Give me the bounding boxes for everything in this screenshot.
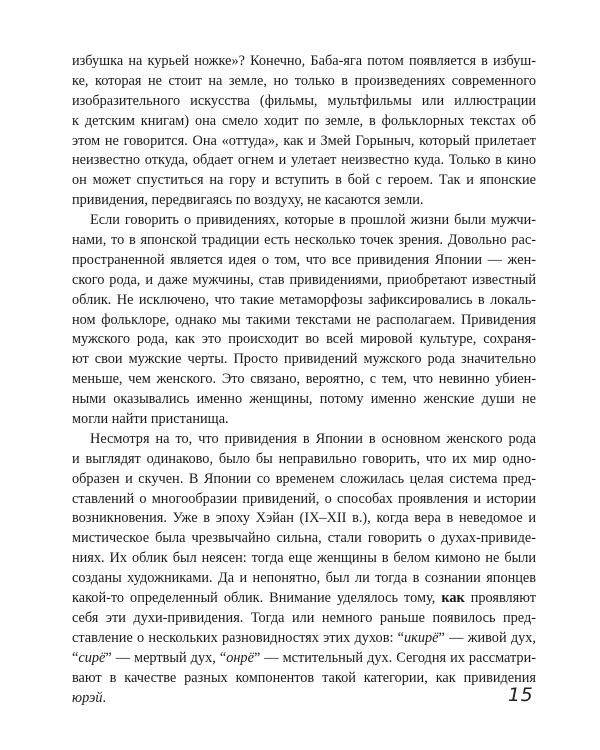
text-line: могли найти пристанища. [72, 411, 229, 428]
text-line: ном фольклоре, однако мы такими текстами не располагаем. Привидения [72, 311, 536, 328]
text-line: нами, то в японской традиции есть несколько точек зрения. Довольно рас- [72, 232, 536, 249]
text-line: этом не говорится. Она «оттуда», как и Змей Горыныч, который прилетает [72, 132, 536, 149]
text-line: мистическое была чрезвычайно сильна, стали говорить о духах-привиде- [72, 530, 536, 547]
text-line: ют свои мужские черты. Просто привидений мужского рода значительно [72, 351, 536, 368]
text-line: к детским книгам) она смело ходит по земле, в фольклорных текстах об [72, 112, 536, 129]
paragraph [72, 211, 536, 430]
text-line: Если говорить о привидениях, которые в прошлой жизни были мужчи- [90, 212, 536, 229]
text-line: мужского рода, как это происходит во всей мировой культуре, сохраня- [72, 331, 536, 348]
text-line: ского рода, и даже мужчины, став привидениями, приобретают известный [72, 271, 536, 288]
text-line: “сирё” — мертвый дух, “онрё” — мстительный дух. Сегодня их рассматри- [72, 649, 536, 666]
text-line: избушка на курьей ножке»? Конечно, Баба-яга потом появляется в избуш- [72, 53, 536, 69]
text-line: пространенной является идея о том, что все привидения Японии — жен- [72, 251, 536, 268]
page-number: 15 [508, 684, 534, 706]
text-line: ке, которая не стоит на земле, но только в произведениях современного [72, 72, 536, 89]
text-line: и выглядят одинаково, было бы неправильно говорить, что их мир одно- [72, 450, 536, 467]
text-line: меньше, чем женского. Это связано, вероятно, с тем, что невинно убиен- [72, 371, 536, 388]
text-line: вают в качестве разных компонентов такой категории, как привидения [72, 669, 536, 686]
text-line: образен и скучен. В Японии со временем сложилась целая система пред- [72, 470, 536, 487]
text-line: ставление о нескольких разновидностях этих духов: “икирё” — живой дух, [72, 629, 536, 646]
text-line: какой-то определенный облик. Внимание уделялось тому, как проявляют [72, 590, 536, 607]
paragraph [72, 52, 536, 211]
paragraph [72, 430, 536, 708]
text-line: неизвестно откуда, обдает огнем и улетает неизвестно куда. Только в кино [72, 152, 536, 169]
text-line: Несмотря на то, что привидения в Японии в основном женского рода [90, 430, 536, 447]
text-line: изобразительного искусства (фильмы, мультфильмы или иллюстрации [72, 92, 536, 109]
body-text [72, 52, 536, 708]
text-line: себя эти духи-привидения. Тогда или немного раньше появилось пред- [72, 609, 536, 626]
text-line: привидения, передвигаясь по воздуху, не касаются земли. [72, 192, 424, 209]
text-line: ставлений о многообразии привидений, о способах проявления и истории [72, 490, 536, 507]
text-line: возникновения. Уже в эпоху Хэйан (IX–XII в.), когда вера в неведомое и [72, 510, 536, 527]
text-line: облик. Не исключено, что такие метаморфозы зафиксировались в локаль- [72, 291, 536, 308]
text-line: ными оказывались именно женщины, потому именно женские души не [72, 391, 536, 408]
text-line: ниях. Их облик был неясен: тогда еще женщины в белом кимоно не были [72, 550, 536, 567]
text-line: он может спуститься на гору и вступить в бой с героем. Так и японские [72, 172, 536, 189]
text-line: юрэй. [72, 689, 107, 706]
text-line: созданы художниками. Да и непонятно, был ли тогда в сознании японцев [72, 570, 536, 587]
